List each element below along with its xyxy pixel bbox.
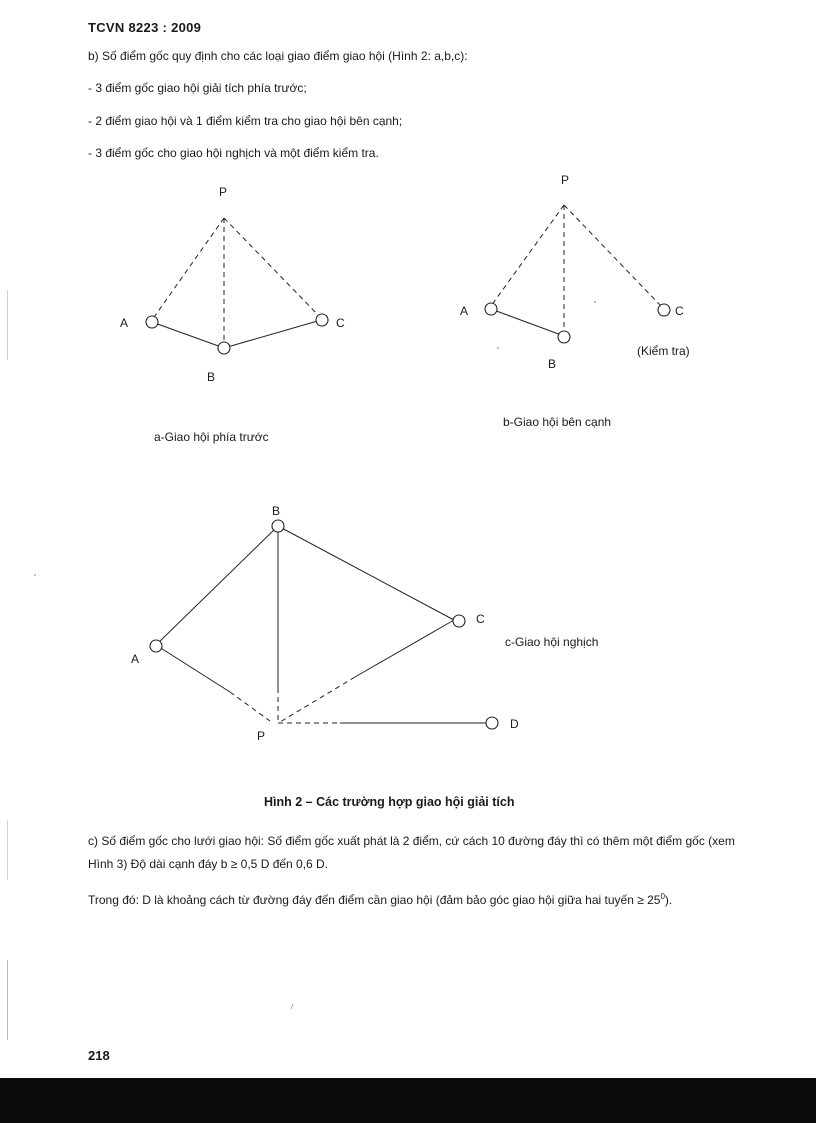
c-label-d: D	[510, 717, 519, 731]
b-label-b: B	[548, 357, 557, 371]
a-label-c: C	[336, 316, 345, 330]
c-line-a-mid	[156, 645, 230, 692]
a-line-p-a	[152, 218, 224, 320]
scan-mark	[291, 1004, 293, 1009]
degree-superscript: 0	[660, 892, 665, 901]
a-line-a-b	[152, 322, 224, 348]
b-label-c: C	[675, 304, 684, 318]
b-point-a	[485, 303, 497, 315]
a-line-p-c	[224, 218, 321, 318]
c-line-mid-p	[230, 692, 270, 721]
b-label-p: P	[561, 173, 570, 187]
definition-end: ).	[664, 893, 673, 907]
a-caption: a-Giao hội phía trước	[154, 430, 269, 444]
figure-caption: Hình 2 – Các trường hợp giao hội giải tích	[264, 795, 515, 809]
a-label-b: B	[207, 370, 216, 384]
c-point-c	[453, 615, 465, 627]
scan-edge-line	[7, 290, 8, 360]
b-line-a-b	[491, 309, 564, 336]
scan-speck	[594, 301, 596, 303]
b-check-note: (Kiểm tra)	[637, 344, 690, 358]
b-line-p-a	[491, 205, 564, 306]
diagram-b-side-intersection	[460, 173, 690, 371]
a-point-a	[146, 316, 158, 328]
c-label-c: C	[476, 612, 485, 626]
paragraph-c: c) Số điểm gốc cho lưới giao hội: Số điểm gốc xuất phát là 2 điểm, cứ cách 10 đường đáy thì có thêm một điểm gốc (xem Hình 3) Độ dài cạnh đáy b ≥ 0,5 D đến 0,6 D.	[88, 834, 735, 871]
c-line-b-a	[156, 526, 278, 645]
c-line-c-mid	[355, 620, 454, 677]
c-label-a: A	[131, 652, 140, 666]
c-caption: c-Giao hội nghịch	[505, 635, 599, 649]
b-point-c	[658, 304, 670, 316]
scan-edge-line	[7, 820, 8, 880]
b-line-p-c	[564, 205, 660, 305]
bullet-resection: - 3 điểm gốc cho giao hội nghịch và một điểm kiểm tra.	[88, 146, 379, 160]
c-point-b	[272, 520, 284, 532]
b-caption: b-Giao hội bên cạnh	[503, 415, 612, 429]
a-point-c	[316, 314, 328, 326]
diagram-c-resection	[34, 504, 598, 743]
diagram-a-forward-intersection	[120, 185, 345, 384]
c-line-mid-p2	[280, 677, 355, 722]
c-label-b: B	[272, 504, 281, 518]
scan-speck	[497, 347, 499, 349]
definition-text: Trong đó: D là khoảng cách từ đường đáy đến điểm cần giao hội (đảm bảo góc giao hội giữa hai tuyến ≥ 25	[88, 893, 661, 907]
paragraph-definition	[88, 885, 756, 912]
intro-line-b: b) Số điểm gốc quy định cho các loại giao điểm giao hội (Hình 2: a,b,c):	[88, 49, 468, 63]
scan-speck	[34, 574, 36, 576]
standard-header: TCVN 8223 : 2009	[88, 20, 202, 35]
c-point-d	[486, 717, 498, 729]
c-line-b-c	[278, 526, 454, 620]
a-label-a: A	[120, 316, 129, 330]
a-label-p: P	[219, 185, 228, 199]
a-point-b	[218, 342, 230, 354]
a-line-b-c	[224, 320, 321, 348]
b-label-a: A	[460, 304, 469, 318]
scan-edge-line	[7, 960, 8, 1040]
bullet-side-intersection: - 2 điểm giao hội và 1 điểm kiểm tra cho giao hội bên cạnh;	[88, 114, 403, 128]
c-label-p: P	[257, 729, 266, 743]
bullet-front-intersection: - 3 điểm gốc giao hội giải tích phía trước;	[88, 81, 307, 95]
scan-bottom-band	[0, 1078, 816, 1123]
c-point-a	[150, 640, 162, 652]
b-point-b	[558, 331, 570, 343]
page-number: 218	[88, 1048, 110, 1063]
